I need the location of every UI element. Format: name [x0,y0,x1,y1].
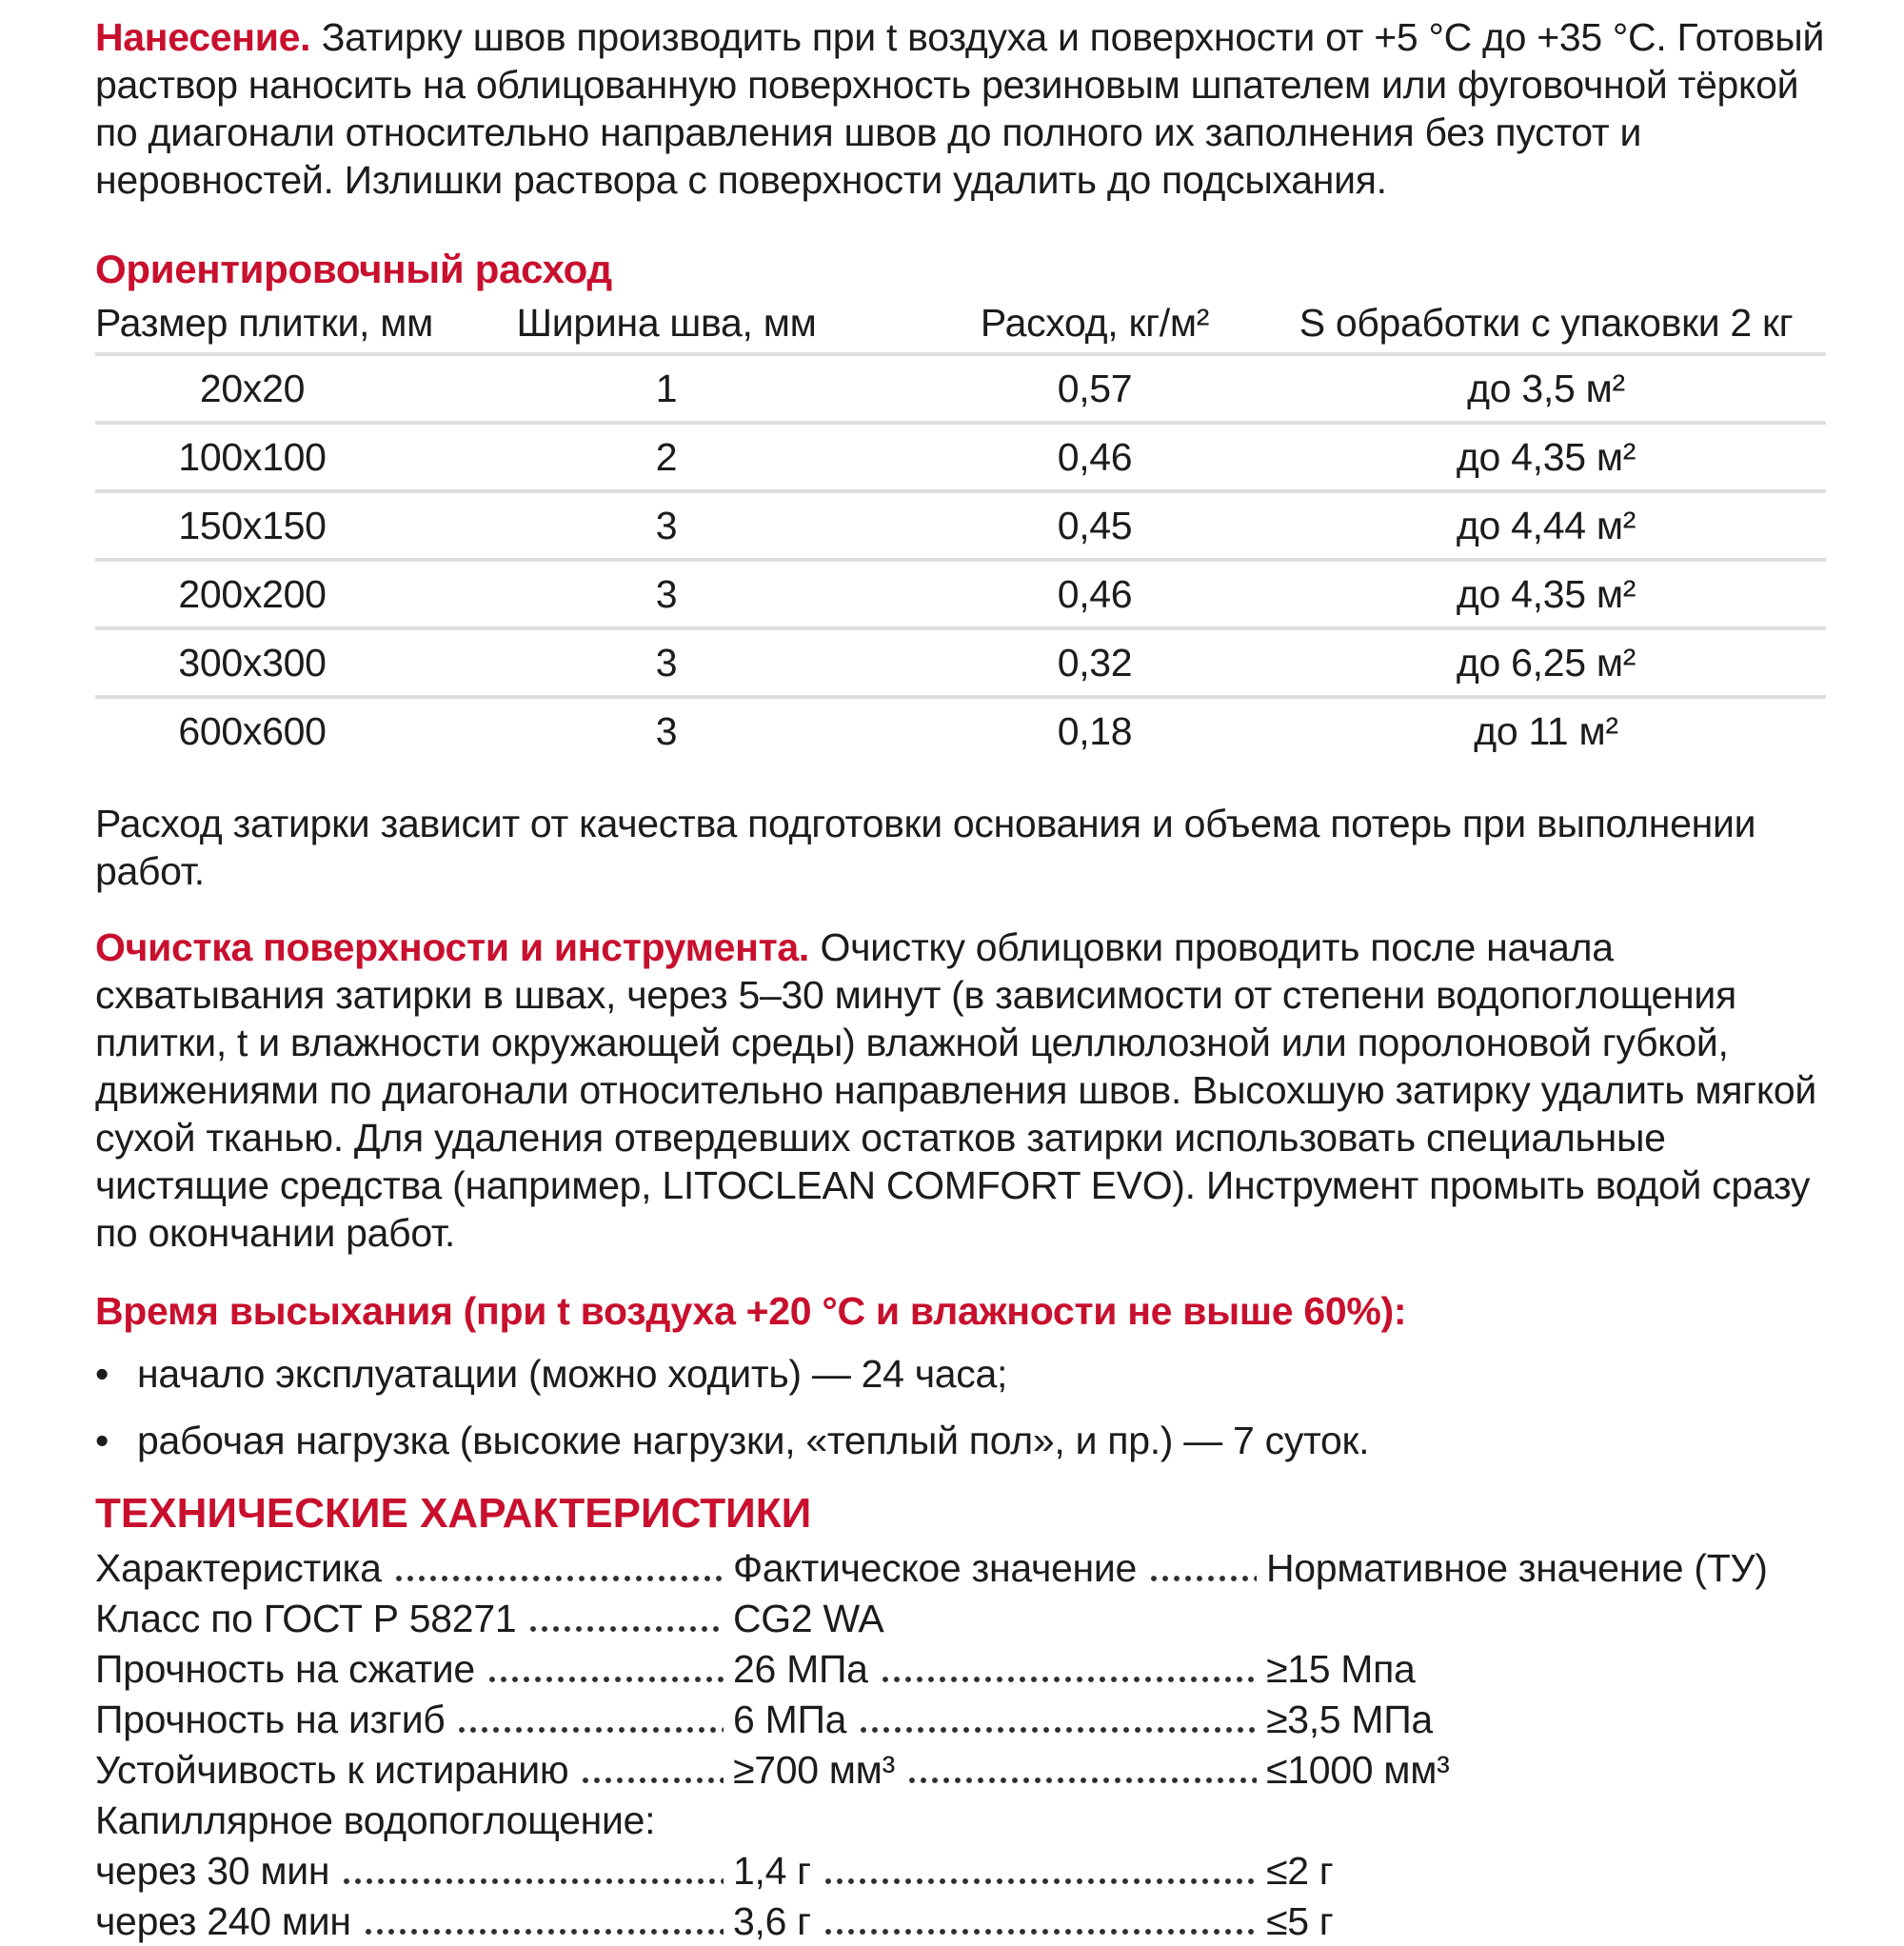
spec-row [95,1744,1826,1795]
spec-row [95,1795,1826,1845]
application-text: Затирку швов производить при t воздуха и поверхности от +5 °C до +35 °C. Готовый раствор наносить на облицованную поверхность резиновым шпателем или фуговочной тёркой по диагонали относительно направления швов до полного их заполнения без пустот и неровностей. Излишки раствора с поверхности удалить до подсыхания. [95,15,1825,202]
table-cell: до 4,35 м² [1456,435,1636,479]
spec-normative-value: Нормативное значение (ТУ) [1266,1545,1768,1590]
spec-actual-value: CG2 WA [733,1596,884,1640]
spec-actual-value: 26 МПа [733,1646,868,1691]
table-cell: до 11 м² [1474,709,1618,753]
drying-bullet-2-text: рабочая нагрузка (высокие нагрузки, «теплый пол», и пр.) — 7 суток. [137,1419,1370,1462]
table-cell: 3 [655,641,678,685]
table-cell: 3 [655,504,678,547]
consumption-table-header [95,299,1826,356]
drying-bullet-1 [95,1350,1826,1398]
table-cell: 0,45 [1057,504,1133,547]
dot-leader [486,1645,724,1693]
table-row [95,630,1826,699]
dot-leader [456,1696,724,1743]
cleaning-text: Очистку облицовки проводить после начала схватывания затирки в швах, через 5–30 минут (в зависимости от степени водопоглощения плитки, t и влажности окружающей среды) влажной целлюлозной или поролоновой губкой, движениями по диагонали относительно направления швов. Высохшую затирку удалить мягкой сухой тканью. Для удаления отвердевших остатков затирки использовать специальные чистящие средства (например, LITOCLEAN COMFORT EVO). Инструмент промыть водой сразу по окончании работ. [95,925,1817,1255]
consumption-heading: Ориентировочный расход [95,247,612,291]
consumption-col-header-1: Ширина шва, мм [516,301,817,345]
spec-row [95,1845,1826,1896]
table-cell: 3 [655,572,678,616]
spec-label: Капиллярное водопоглощение: [95,1797,656,1842]
spec-actual-value: ≥700 мм³ [733,1747,895,1792]
spec-normative-value: ≤5 г [1266,1898,1334,1943]
cleaning-heading: Очистка поверхности и инструмента. [95,925,810,969]
dot-leader [341,1847,724,1895]
table-row [95,699,1826,764]
table-cell: до 3,5 м² [1467,367,1625,410]
consumption-table [95,299,1826,764]
cleaning-paragraph [95,923,1826,1257]
spec-actual-value: Фактическое значение [733,1545,1137,1590]
table-row [95,425,1826,493]
drying-bullet-1-text: начало эксплуатации (можно ходить) — 24 часа; [137,1352,1008,1396]
dot-leader [823,1897,1257,1945]
dot-leader [906,1746,1257,1794]
spec-label: Характеристика [95,1545,382,1590]
spec-normative-value: ≥3,5 МПа [1266,1697,1433,1741]
spec-label: через 30 мин [95,1848,330,1893]
table-cell: до 4,35 м² [1456,572,1636,616]
application-paragraph [95,13,1826,204]
spec-label: Прочность на изгиб [95,1697,446,1741]
dot-leader [580,1746,724,1794]
table-cell: 100х100 [178,435,327,479]
table-cell: 3 [655,709,678,753]
table-cell: до 6,25 м² [1456,641,1636,685]
specs-heading: ТЕХНИЧЕСКИЕ ХАРАКТЕРИСТИКИ [95,1490,812,1537]
spec-row [95,1542,1826,1593]
consumption-note: Расход затирки зависит от качества подготовки основания и объема потерь при выполнении работ. [95,802,1756,893]
bullet-icon: • [95,1352,109,1396]
dot-leader [880,1645,1257,1693]
table-cell: 0,32 [1057,641,1133,685]
table-cell: 0,46 [1057,572,1133,616]
table-cell: 2 [655,435,678,479]
spec-label: Класс по ГОСТ Р 58271 [95,1596,517,1640]
spec-row [95,1896,1826,1946]
table-cell: 0,46 [1057,435,1133,479]
table-cell: 0,18 [1057,709,1133,753]
table-cell: 600х600 [178,709,327,753]
table-row [95,356,1826,425]
bullet-icon: • [95,1419,109,1462]
consumption-col-header-3: S обработки с упаковки 2 кг [1299,301,1794,345]
dot-leader [393,1544,724,1592]
drying-bullet-2 [95,1417,1826,1464]
spec-normative-value: ≤1000 мм³ [1266,1747,1450,1792]
drying-heading: Время высыхания (при t воздуха +20 °C и влажности не выше 60%): [95,1289,1407,1333]
consumption-table-body [95,356,1826,764]
table-cell: 1 [655,367,678,410]
consumption-col-header-0: Размер плитки, мм [95,301,434,345]
table-cell: 20х20 [199,367,306,410]
specs-table [95,1542,1826,1946]
spec-row [95,1694,1826,1744]
spec-normative-value: ≥15 Мпа [1266,1646,1416,1691]
table-cell: 200х200 [178,572,327,616]
spec-label: Прочность на сжатие [95,1646,475,1691]
table-row [95,493,1826,562]
spec-actual-value: 6 МПа [733,1697,847,1741]
consumption-col-header-2: Расход, кг/м² [980,301,1210,345]
spec-actual-value: 3,6 г [733,1898,811,1943]
spec-row [95,1593,1826,1643]
table-cell: 150х150 [178,504,327,547]
spec-row [95,1643,1826,1694]
table-cell: 300х300 [178,641,327,685]
spec-label: через 240 мин [95,1898,351,1943]
table-cell: 0,57 [1057,367,1133,410]
dot-leader [1148,1544,1257,1592]
spec-normative-value: ≤2 г [1266,1848,1334,1893]
dot-leader [527,1595,724,1642]
spec-label: Устойчивость к истиранию [95,1747,569,1792]
table-row [95,562,1826,630]
dot-leader [363,1897,724,1945]
table-cell: до 4,44 м² [1456,504,1636,547]
application-heading: Нанесение. [95,15,311,59]
dot-leader [823,1847,1257,1895]
dot-leader [858,1696,1257,1743]
spec-actual-value: 1,4 г [733,1848,811,1893]
